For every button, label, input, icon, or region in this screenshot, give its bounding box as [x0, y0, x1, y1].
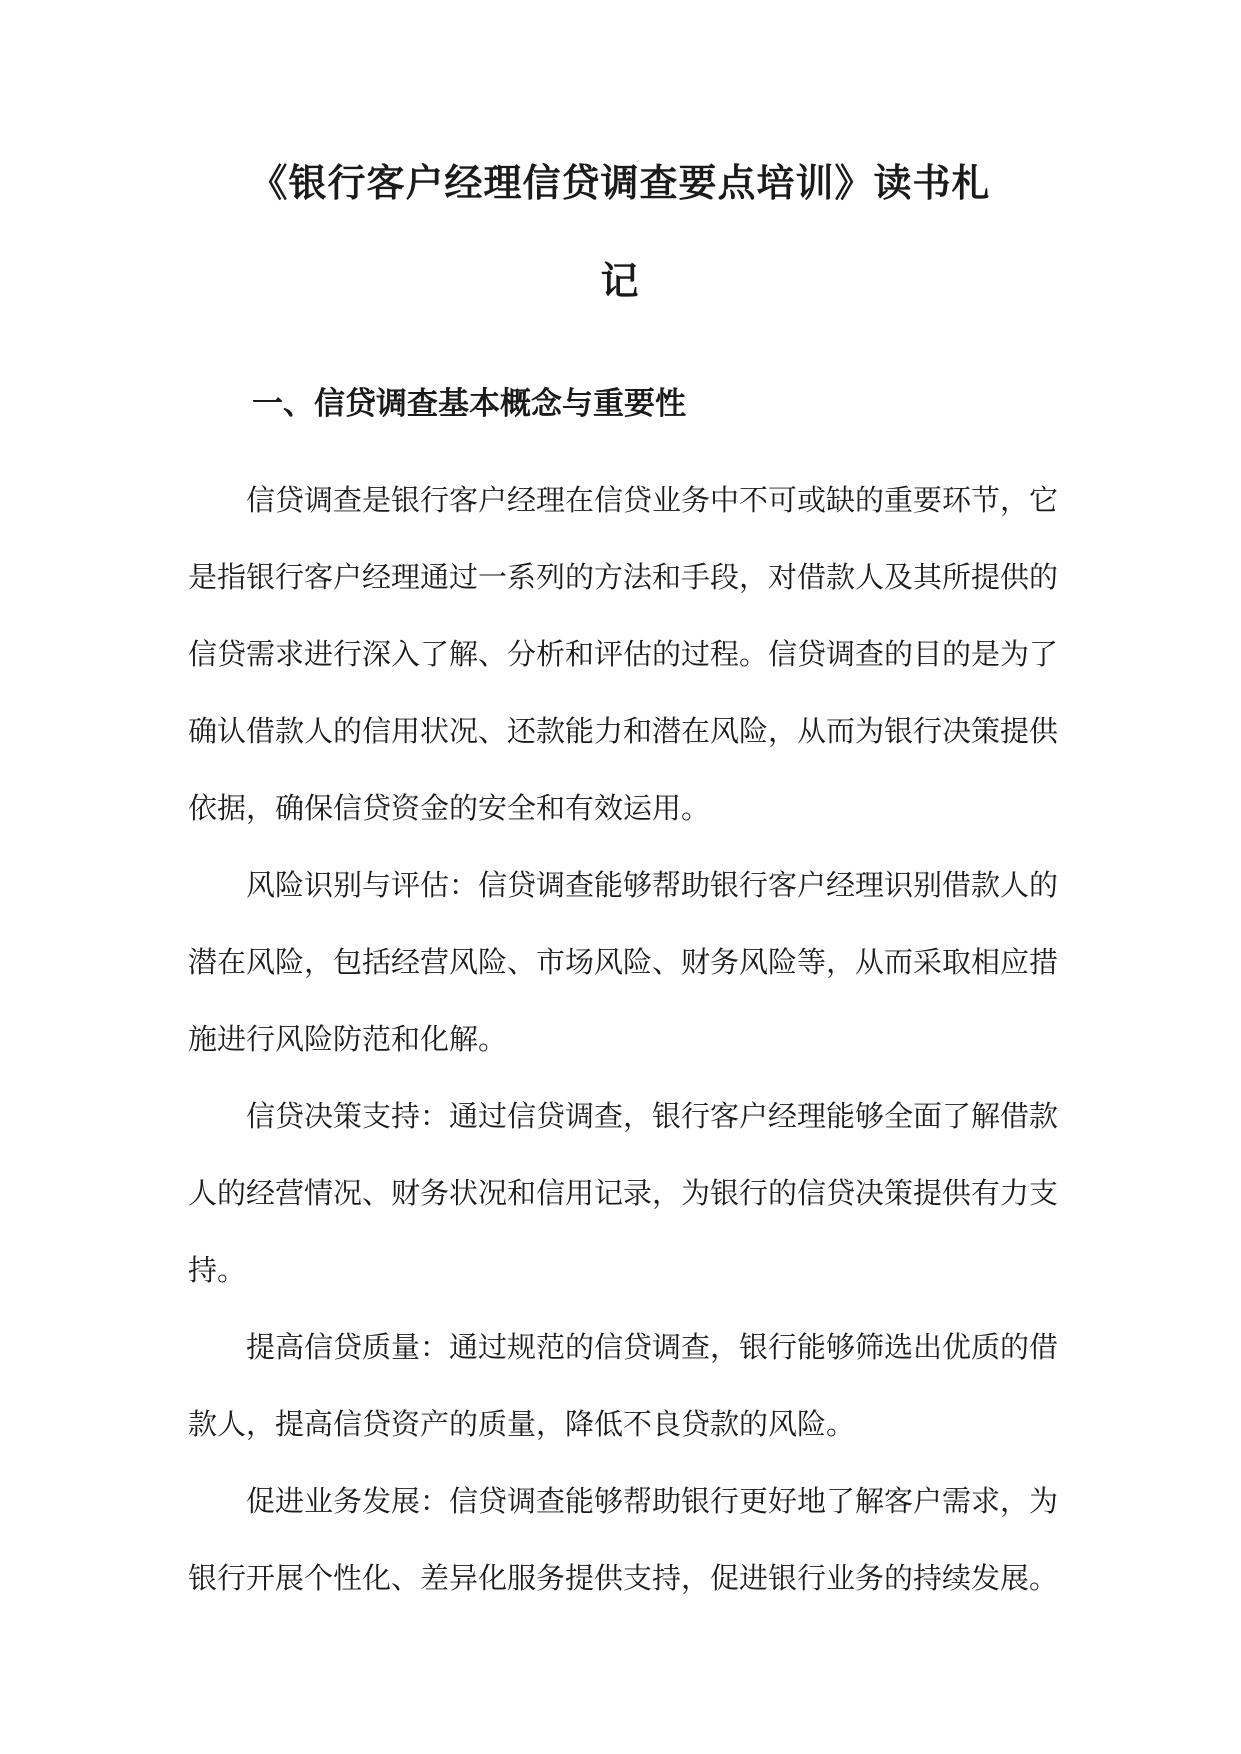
document-title-line-2: 记: [600, 259, 640, 303]
document-body: [188, 462, 1058, 1617]
paragraph-credit-decision: 信贷决策支持：通过信贷调查，银行客户经理能够全面了解借款人的经营情况、财务状况和信用记录，为银行的信贷决策提供有力支持。: [188, 1099, 1059, 1287]
paragraph-risk-identification: 风险识别与评估：信贷调查能够帮助银行客户经理识别借款人的潜在风险，包括经营风险、市场风险、财务风险等，从而采取相应措施进行风险防范和化解。: [188, 868, 1059, 1056]
paragraph-business-development: 促进业务发展：信贷调查能够帮助银行更好地了解客户需求，为银行开展个性化、差异化服务提供支持，促进银行业务的持续发展。: [188, 1484, 1059, 1595]
section-heading: 一、信贷调查基本概念与重要性: [252, 386, 686, 422]
paragraph-definition: 信贷调查是银行客户经理在信贷业务中不可或缺的重要环节，它是指银行客户经理通过一系列的方法和手段，对借款人及其所提供的信贷需求进行深入了解、分析和评估的过程。信贷调查的目的是为了确认借款人的信用状况、还款能力和潜在风险，从而为银行决策提供依据，确保信贷资金的安全和有效运用。: [188, 483, 1059, 825]
paragraph-credit-quality: 提高信贷质量：通过规范的信贷调查，银行能够筛选出优质的借款人，提高信贷资产的质量，降低不良贷款的风险。: [188, 1330, 1059, 1441]
document-title-line-1: 《银行客户经理信贷调查要点培训》读书札: [249, 161, 991, 205]
